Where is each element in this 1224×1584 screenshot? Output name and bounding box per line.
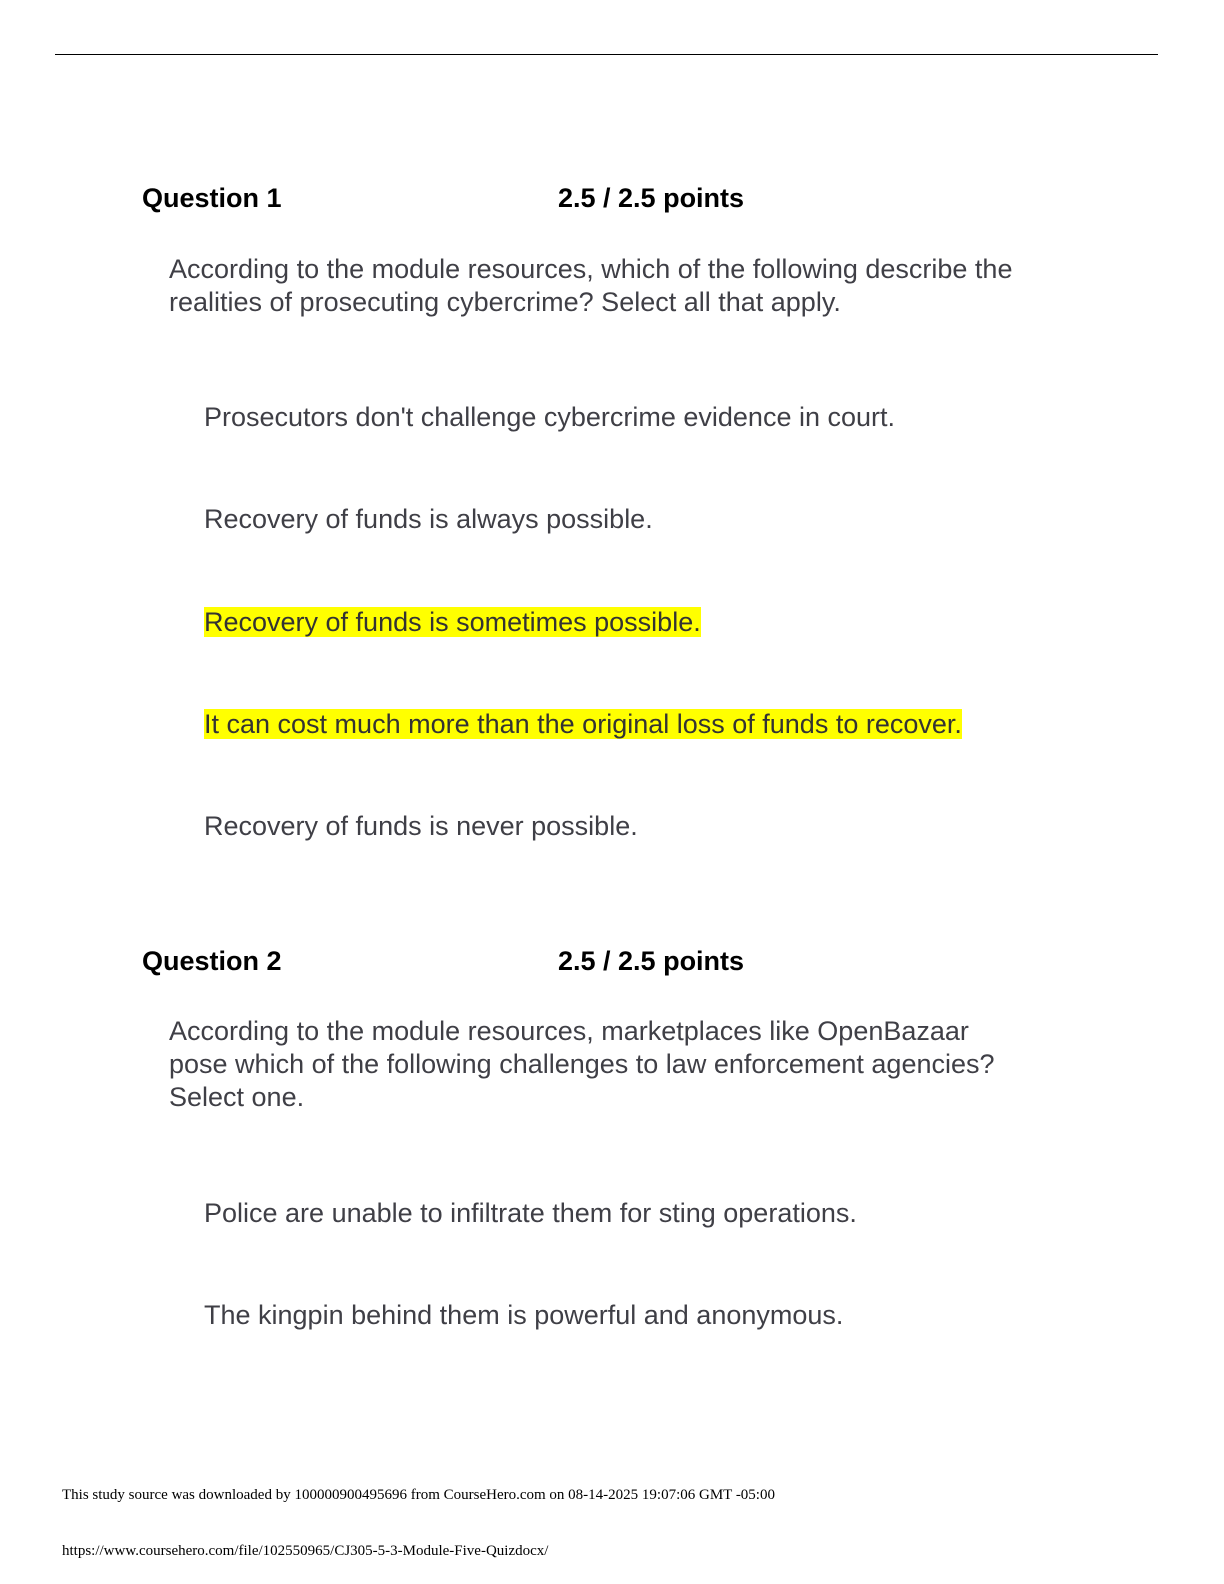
question-1-text <box>169 253 1089 319</box>
question-1-points: 2.5 / 2.5 points <box>558 183 745 213</box>
question-text-line: realities of prosecuting cybercrime? Select all that apply. <box>169 287 841 317</box>
answer-option-selected <box>204 606 701 639</box>
answer-option <box>204 401 895 434</box>
question-1-header: Question 1 <box>142 183 282 213</box>
question-text-line: According to the module resources, marketplaces like OpenBazaar <box>169 1016 969 1046</box>
question-2-points: 2.5 / 2.5 points <box>558 946 745 976</box>
answer-option-label: Recovery of funds is sometimes possible. <box>204 607 701 637</box>
answer-option-label: Prosecutors don't challenge cybercrime evidence in court. <box>204 402 896 432</box>
download-source-note: This study source was downloaded by 100000900495696 from CourseHero.com on 08-14-2025 19:07:06 GMT -05:00 <box>62 1487 775 1503</box>
answer-option <box>204 1197 857 1230</box>
answer-option-label: It can cost much more than the original loss of funds to recover. <box>204 709 962 739</box>
answer-option-selected <box>204 708 962 741</box>
question-2-text <box>169 1015 1089 1114</box>
answer-option <box>204 810 638 843</box>
answer-option-label: The kingpin behind them is powerful and anonymous. <box>204 1300 844 1330</box>
answer-option-label: Police are unable to infiltrate them for sting operations. <box>204 1198 857 1228</box>
source-url[interactable]: https://www.coursehero.com/file/102550965/CJ305-5-3-Module-Five-Quizdocx/ <box>62 1543 549 1559</box>
question-text-line: pose which of the following challenges to law enforcement agencies? <box>169 1049 995 1079</box>
answer-option-label: Recovery of funds is never possible. <box>204 811 638 841</box>
answer-option <box>204 1299 843 1332</box>
answer-option-label: Recovery of funds is always possible. <box>204 504 653 534</box>
question-text-line: Select one. <box>169 1082 305 1112</box>
top-divider <box>55 54 1158 55</box>
question-2-header: Question 2 <box>142 946 282 976</box>
answer-option <box>204 503 653 536</box>
question-text-line: According to the module resources, which of the following describe the <box>169 254 1013 284</box>
